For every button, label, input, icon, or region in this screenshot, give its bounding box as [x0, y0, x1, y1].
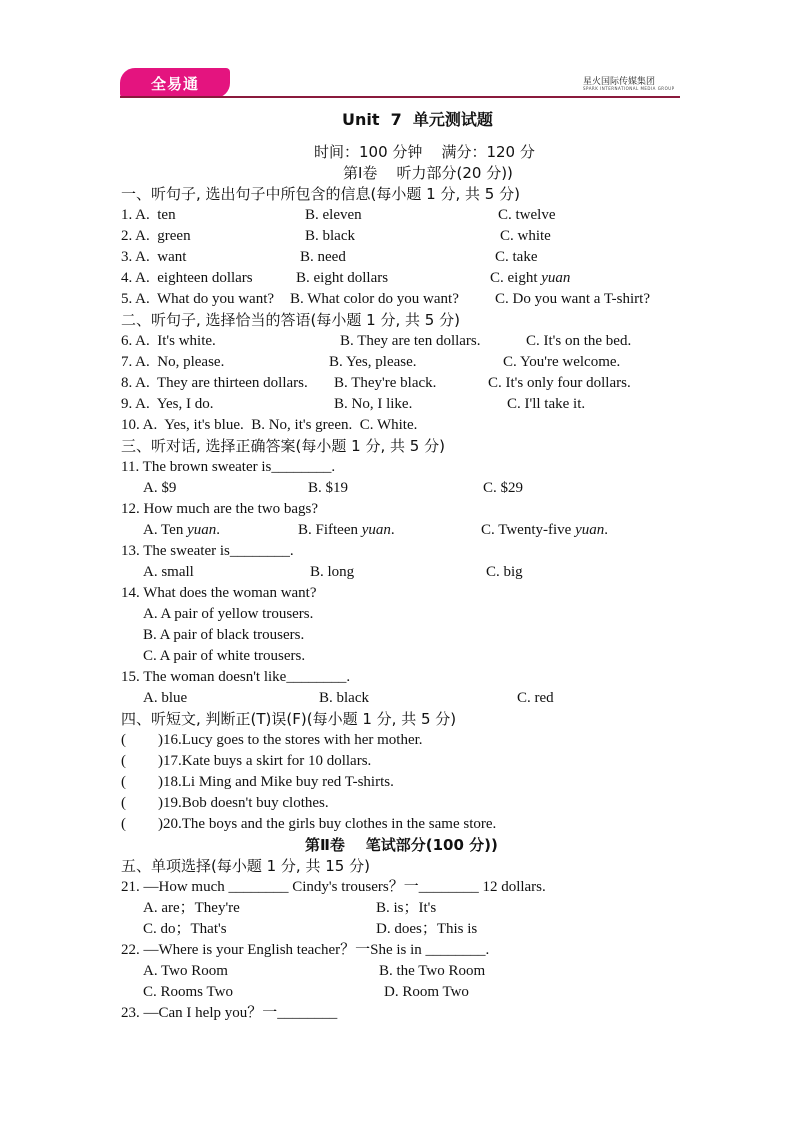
q19-statement: )19.Bob doesn't buy clothes.	[158, 795, 329, 811]
q12-option-c: C. Twenty-five yuan.	[481, 522, 608, 538]
part1-title: 第Ⅰ卷 听力部分(20 分))	[343, 164, 513, 182]
q1-option-c: C. twelve	[498, 207, 556, 223]
section1-heading: 一、听句子, 选出句子中所包含的信息(每小题 1 分, 共 5 分)	[121, 185, 520, 203]
section3-heading: 三、听对话, 选择正确答案(每小题 1 分, 共 5 分)	[121, 437, 445, 455]
q2-option-a: 2. A. green	[121, 228, 191, 244]
q7-option-b: B. Yes, please.	[329, 354, 417, 370]
q21-stem: 21. —How much ________ Cindy's trousers？一________ 12 dollars.	[121, 879, 546, 895]
q15-option-a: A. blue	[143, 690, 188, 706]
q22-option-a: A. Two Room	[143, 963, 228, 979]
publisher-name-en: SPARK INTERNATIONAL MEDIA GROUP	[583, 86, 675, 91]
q15-option-b: B. black	[319, 690, 369, 706]
q4-option-c: C. eight yuan	[490, 270, 571, 286]
q8-option-b: B. They're black.	[334, 375, 437, 391]
q11-option-a: A. $9	[143, 480, 177, 496]
q6-option-b: B. They are ten dollars.	[340, 333, 481, 349]
q12-option-b: B. Fifteen yuan.	[298, 522, 395, 538]
q12-stem: 12. How much are the two bags?	[121, 501, 319, 517]
q16-statement: )16.Lucy goes to the stores with her mother.	[158, 732, 423, 748]
brand-logo: 全易通	[120, 68, 230, 98]
q13-option-b: B. long	[310, 564, 355, 580]
q3-option-c: C. take	[495, 249, 538, 265]
section5-heading: 五、单项选择(每小题 1 分, 共 15 分)	[121, 857, 370, 875]
q11-option-b: B. $19	[308, 480, 349, 496]
q5-option-c: C. Do you want a T-shirt?	[495, 291, 650, 307]
q2-option-b: B. black	[305, 228, 355, 244]
part2-title: 第Ⅱ卷 笔试部分(100 分))	[305, 836, 498, 854]
q8-option-c: C. It's only four dollars.	[488, 375, 631, 391]
section4-heading: 四、听短文, 判断正(T)误(F)(每小题 1 分, 共 5 分)	[121, 710, 457, 728]
q4-option-b: B. eight dollars	[296, 270, 389, 286]
q14-option-b: B. A pair of black trousers.	[143, 627, 305, 643]
q5-option-a: 5. A. What do you want?	[121, 291, 275, 307]
q8-option-a: 8. A. They are thirteen dollars.	[121, 375, 308, 391]
section2-heading: 二、听句子, 选择恰当的答语(每小题 1 分, 共 5 分)	[121, 311, 460, 329]
q14-option-a: A. A pair of yellow trousers.	[143, 606, 314, 622]
q17-paren: (	[121, 753, 126, 769]
q15-option-c: C. red	[517, 690, 554, 706]
q14-option-c: C. A pair of white trousers.	[143, 648, 306, 664]
q21-option-d: D. does；This is	[376, 921, 478, 937]
q16-paren: (	[121, 732, 126, 748]
q9-option-b: B. No, I like.	[334, 396, 413, 412]
q19-paren: (	[121, 795, 126, 811]
q6-option-c: C. It's on the bed.	[526, 333, 632, 349]
q12-option-a: A. Ten yuan.	[143, 522, 221, 538]
publisher-name: 星火国际传媒集团	[583, 77, 656, 87]
q18-statement: )18.Li Ming and Mike buy red T-shirts.	[158, 774, 394, 790]
q18-paren: (	[121, 774, 126, 790]
q13-option-a: A. small	[143, 564, 194, 580]
q22-stem: 22. —Where is your English teacher？一She is in ________.	[121, 942, 490, 958]
q15-stem: 15. The woman doesn't like________.	[121, 669, 351, 685]
q22-option-b: B. the Two Room	[379, 963, 486, 979]
q2-option-c: C. white	[500, 228, 551, 244]
q17-statement: )17.Kate buys a skirt for 10 dollars.	[158, 753, 372, 769]
q20-paren: (	[121, 816, 126, 832]
q7-option-c: C. You're welcome.	[503, 354, 621, 370]
q10-options: 10. A. Yes, it's blue. B. No, it's green. C. White.	[121, 417, 418, 433]
q22-option-c: C. Rooms Two	[143, 984, 233, 1000]
q20-statement: )20.The boys and the girls buy clothes in the same store.	[158, 816, 497, 832]
q11-option-c: C. $29	[483, 480, 524, 496]
q13-stem: 13. The sweater is________.	[121, 543, 294, 559]
q5-option-b: B. What color do you want?	[290, 291, 459, 307]
q13-option-c: C. big	[486, 564, 523, 580]
q22-option-d: D. Room Two	[384, 984, 469, 1000]
q21-option-c: C. do；That's	[143, 921, 227, 937]
q9-option-c: C. I'll take it.	[507, 396, 586, 412]
q14-stem: 14. What does the woman want?	[121, 585, 317, 601]
q7-option-a: 7. A. No, please.	[121, 354, 225, 370]
q3-option-a: 3. A. want	[121, 249, 187, 265]
q21-option-a: A. are；They're	[143, 900, 240, 916]
q1-option-a: 1. A. ten	[121, 207, 176, 223]
page-title: Unit 7 单元测试题	[342, 110, 493, 129]
q9-option-a: 9. A. Yes, I do.	[121, 396, 214, 412]
exam-meta: 时间：100 分钟 满分：120 分	[314, 143, 535, 161]
q11-stem: 11. The brown sweater is________.	[121, 459, 336, 475]
q23-stem: 23. —Can I help you？一________	[121, 1005, 338, 1021]
q6-option-a: 6. A. It's white.	[121, 333, 216, 349]
q21-option-b: B. is；It's	[376, 900, 437, 916]
q1-option-b: B. eleven	[305, 207, 362, 223]
q3-option-b: B. need	[300, 249, 346, 265]
q4-option-a: 4. A. eighteen dollars	[121, 270, 253, 286]
header-divider	[120, 96, 680, 98]
